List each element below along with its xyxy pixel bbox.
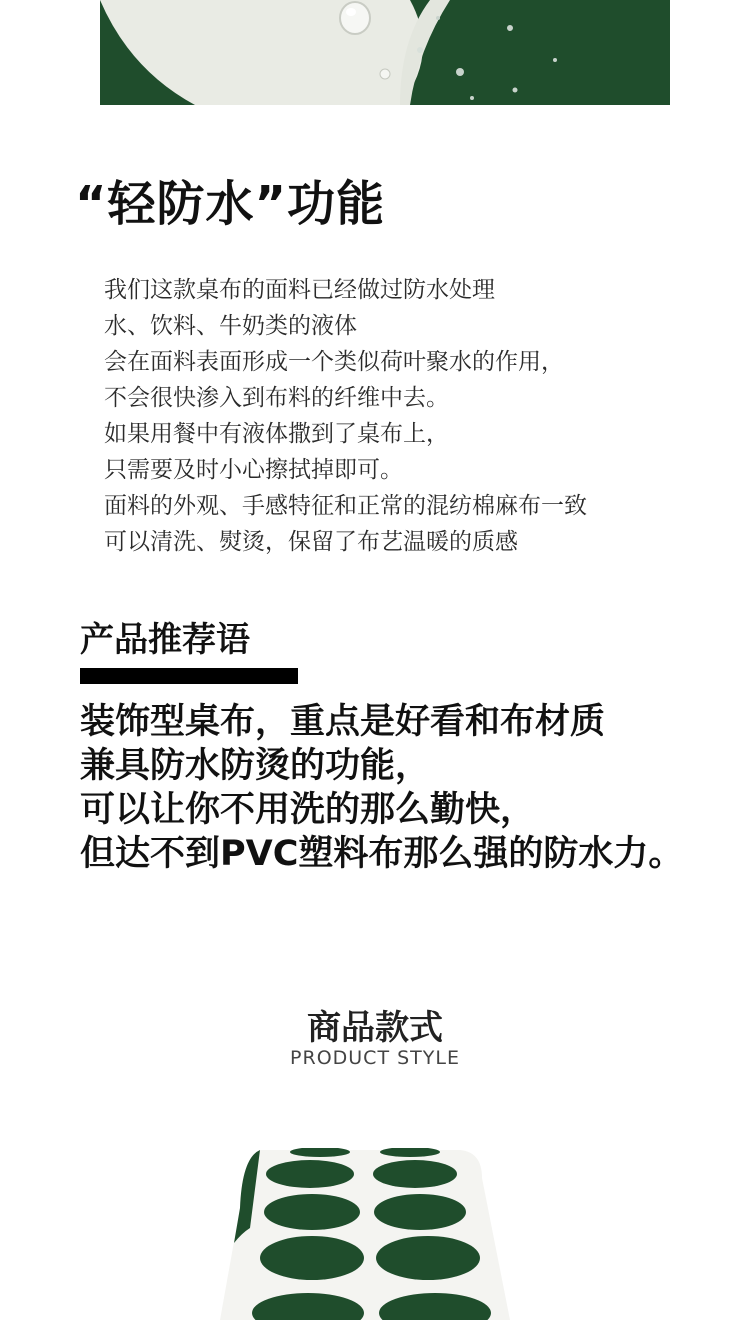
feature-line: 只需要及时小心擦拭掉即可。: [104, 457, 403, 483]
hero-fabric-image: [100, 0, 670, 105]
feature-line: 我们这款桌布的面料已经做过防水处理: [104, 277, 495, 303]
product-style-title: 商品款式: [307, 1008, 443, 1048]
tablecloth-product-image: [220, 1148, 520, 1320]
recommendation-text: [80, 700, 750, 876]
feature-title: “轻防水”功能: [75, 176, 386, 232]
recommendation-line: 但达不到PVC塑料布那么强的防水力。: [80, 834, 684, 874]
product-style-subtitle: PRODUCT STYLE: [290, 1047, 460, 1069]
recommendation-line: 装饰型桌布，重点是好看和布材质: [80, 702, 606, 742]
water-droplet-illustration: [100, 0, 670, 105]
recommendation-heading: 产品推荐语: [80, 620, 250, 660]
feature-line: 可以清洗、熨烫，保留了布艺温暖的质感: [104, 529, 518, 555]
feature-line: 不会很快渗入到布料的纤维中去。: [104, 385, 449, 411]
feature-line: 会在面料表面形成一个类似荷叶聚水的作用，: [104, 349, 564, 375]
feature-description: [104, 272, 724, 560]
recommendation-line: 兼具防水防烫的功能，: [80, 746, 431, 786]
heading-underline-bar: [80, 668, 298, 684]
recommendation-line: 可以让你不用洗的那么勤快，: [80, 790, 536, 830]
polka-dot-tablecloth-illustration: [220, 1148, 520, 1320]
feature-line: 面料的外观、手感特征和正常的混纺棉麻布一致: [104, 493, 587, 519]
feature-line: 水、饮料、牛奶类的液体: [104, 313, 357, 339]
feature-line: 如果用餐中有液体撒到了桌布上，: [104, 421, 449, 447]
